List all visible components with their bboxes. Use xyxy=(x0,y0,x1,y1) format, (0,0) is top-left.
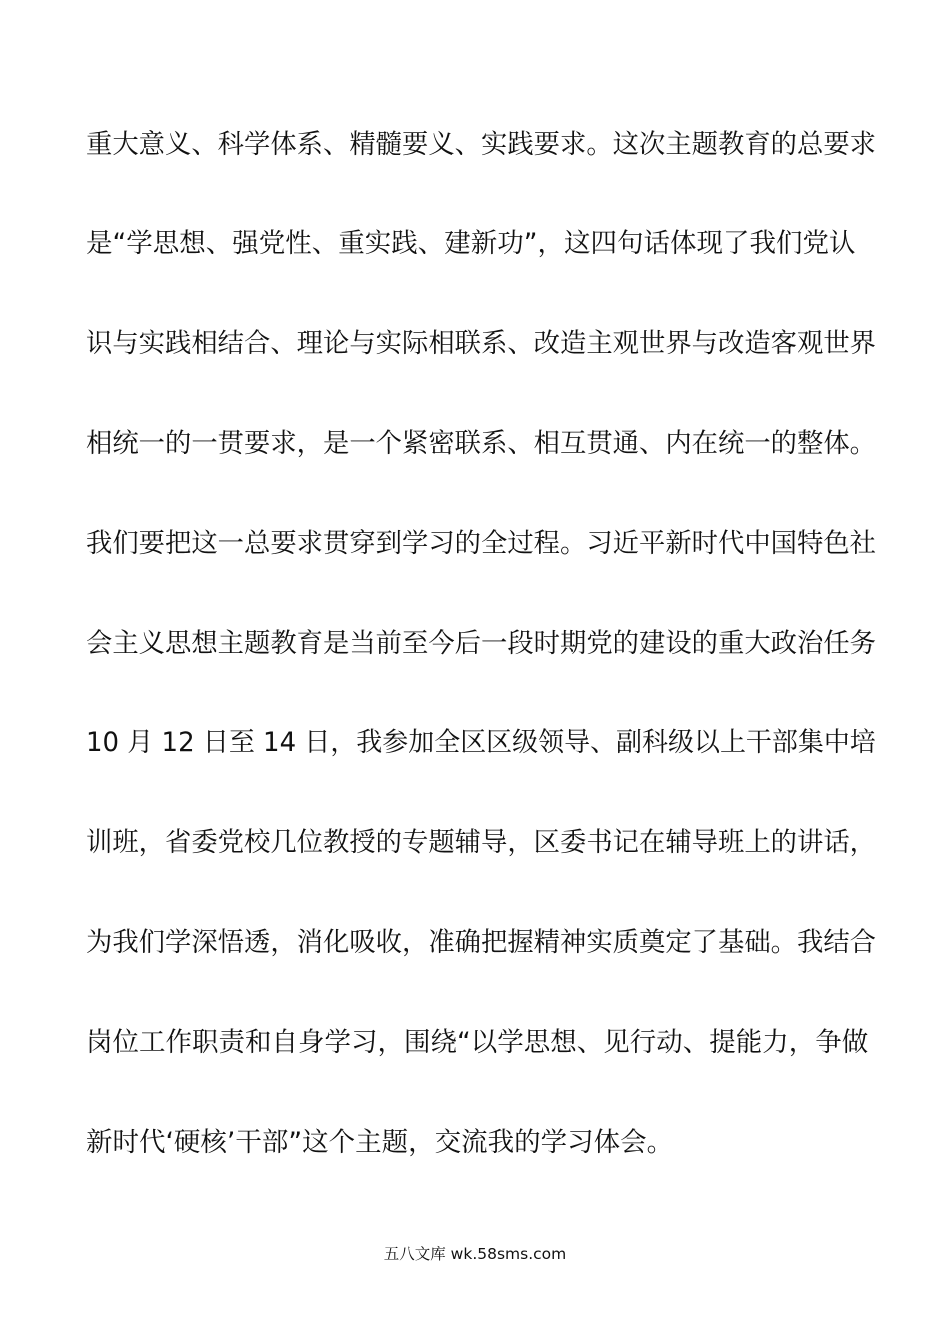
body-text-line: 新时代‘硬核’干部”这个主题，交流我的学习体会。 xyxy=(86,1127,674,1158)
body-text-line: 我们要把这一总要求贯穿到学习的全过程。习近平新时代中国特色社 xyxy=(86,528,876,559)
body-text-line: 会主义思想主题教育是当前至今后一段时期党的建设的重大政治任务 xyxy=(86,628,876,659)
body-text-line: 训班，省委党校几位教授的专题辅导，区委书记在辅导班上的讲话， xyxy=(86,827,876,858)
footer-watermark: 五八文库 wk.58sms.com xyxy=(383,1245,567,1263)
body-text-line: 重大意义、科学体系、精髓要义、实践要求。这次主题教育的总要求 xyxy=(86,129,876,160)
body-text-line: 相统一的一贯要求，是一个紧密联系、相互贯通、内在统一的整体。 xyxy=(86,428,876,459)
body-text-line: 为我们学深悟透，消化吸收，准确把握精神实质奠定了基础。我结合 xyxy=(86,927,876,958)
body-text-line: 10 月 12 日至 14 日，我参加全区区级领导、副科级以上干部集中培 xyxy=(86,727,876,758)
body-text-line: 岗位工作职责和自身学习，围绕“以学思想、见行动、提能力，争做 xyxy=(86,1027,869,1058)
body-text-line: 是“学思想、强党性、重实践、建新功”，这四句话体现了我们党认 xyxy=(86,228,856,259)
body-text-line: 识与实践相结合、理论与实际相联系、改造主观世界与改造客观世界 xyxy=(86,328,876,359)
